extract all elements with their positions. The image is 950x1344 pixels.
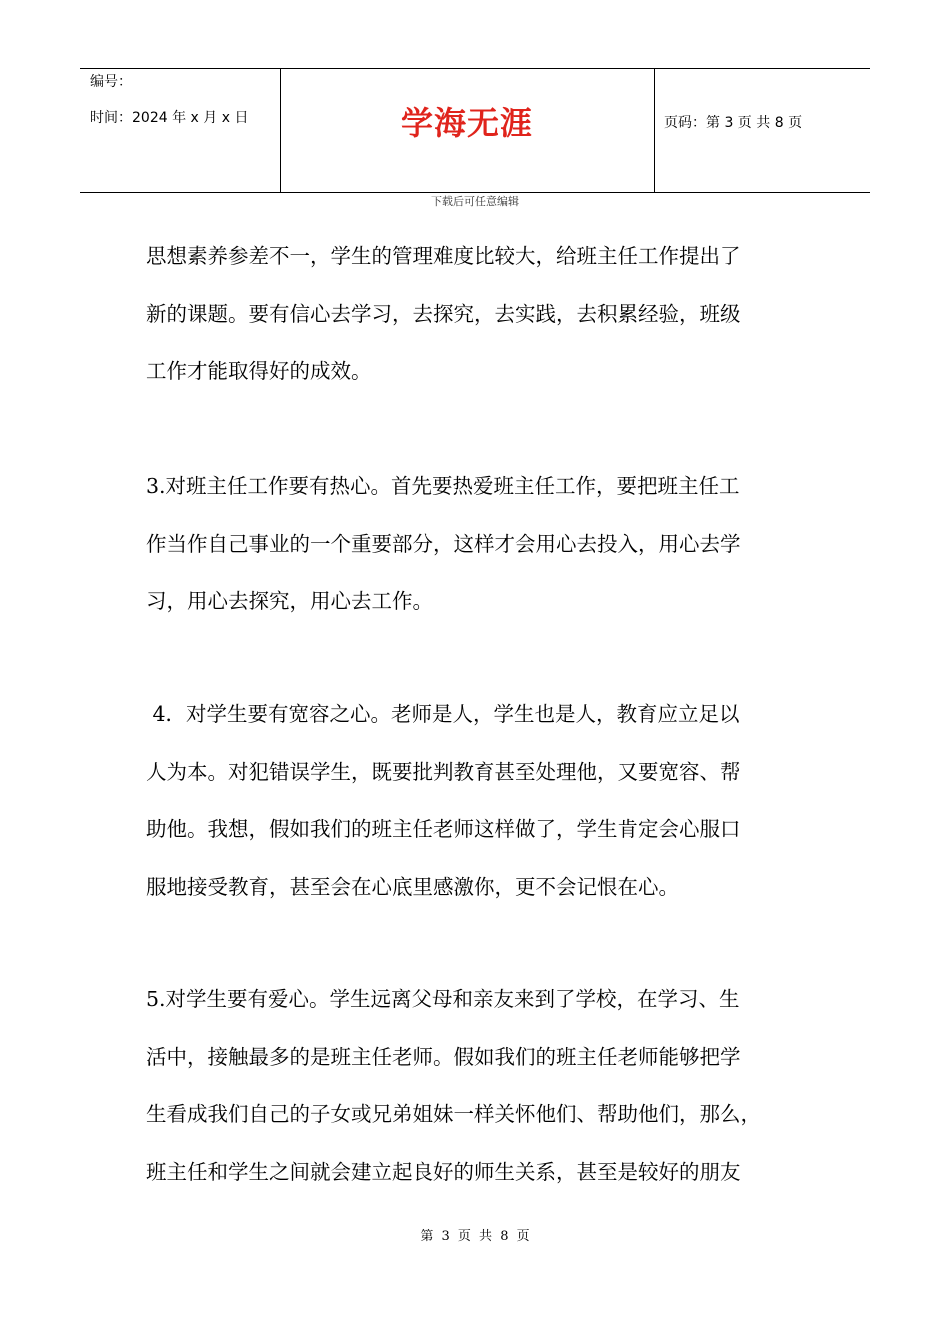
- document-header: [80, 68, 870, 193]
- header-title: 学海无涯: [400, 104, 533, 142]
- paragraph-line: 服地接受教育，甚至会在心底里感激你，更不会记恨在心。: [146, 874, 679, 899]
- paragraph-line: 活中，接触最多的是班主任老师。假如我们的班主任老师能够把学: [146, 1044, 741, 1069]
- paragraph-line: 4．对学生要有宽容之心。老师是人，学生也是人，教育应立足以: [146, 702, 740, 726]
- paragraph-line: 3.对班主任工作要有热心。首先要热爱班主任工作，要把班主任工: [146, 474, 740, 498]
- paragraph-line: 5.对学生要有爱心。学生远离父母和亲友来到了学校，在学习、生: [146, 987, 740, 1011]
- paragraph-4: [146, 985, 846, 1215]
- header-divider-right: [654, 69, 655, 192]
- paragraph-line: 工作才能取得好的成效。: [146, 359, 372, 383]
- paragraph-1: [146, 242, 846, 415]
- paragraph-line: 人为本。对犯错误学生，既要批判教育甚至处理他，又要宽容、帮: [146, 759, 741, 784]
- page-footer: 第 3 页 共 8 页: [420, 1229, 530, 1244]
- editable-note: 下载后可任意编辑: [431, 195, 519, 208]
- paragraph-line: 习，用心去探究，用心去工作。: [146, 589, 433, 613]
- paragraph-line: 班主任和学生之间就会建立起良好的师生关系，甚至是较好的朋友: [146, 1159, 741, 1184]
- paragraph-line: 作当作自己事业的一个重要部分，这样才会用心去投入，用心去学: [146, 531, 741, 556]
- paragraph-3: [146, 700, 846, 930]
- paragraph-line: 助他。我想，假如我们的班主任老师这样做了，学生肯定会心服口: [146, 817, 741, 841]
- paragraph-line: 思想素养参差不一，学生的管理难度比较大，给班主任工作提出了: [146, 244, 741, 268]
- paragraph-line: 新的课题。要有信心去学习，去探究，去实践，去积累经验，班级: [146, 301, 741, 326]
- document-number-label: 编号：: [90, 74, 132, 90]
- header-page-label: 页码：第 3 页 共 8 页: [664, 115, 803, 131]
- document-time-label: 时间：2024 年 x 月 x 日: [90, 110, 249, 126]
- paragraph-line: 生看成我们自己的子女或兄弟姐妹一样关怀他们、帮助他们，那么，: [146, 1102, 761, 1126]
- paragraph-2: [146, 472, 846, 645]
